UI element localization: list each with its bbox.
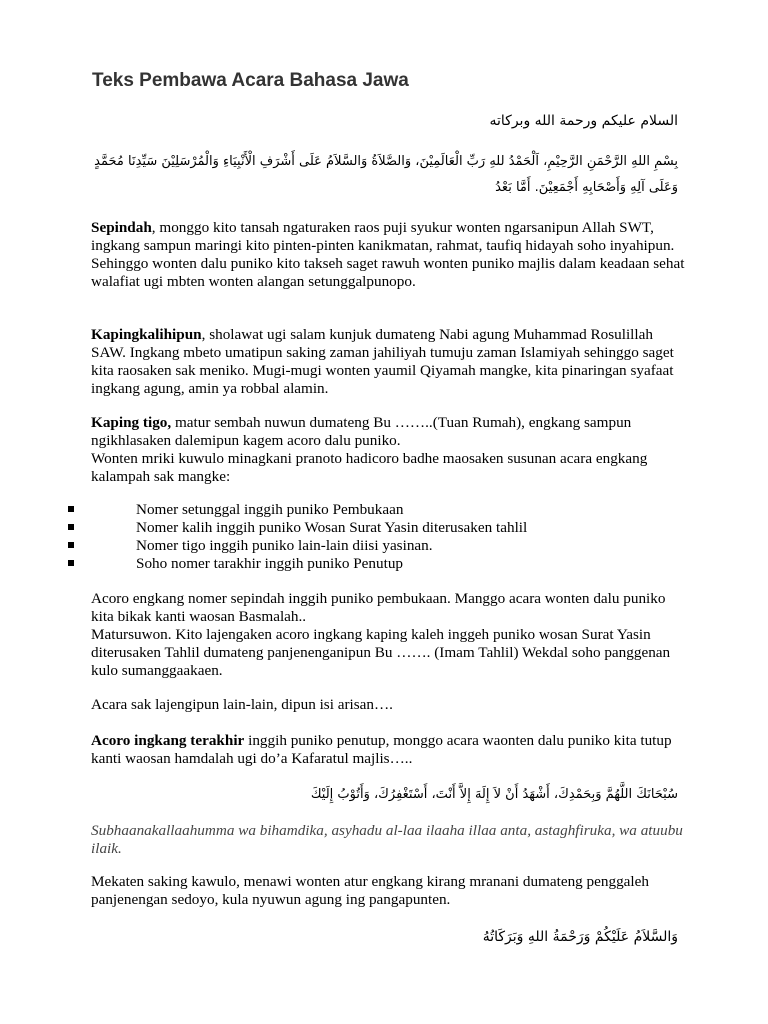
paragraph-closing: Mekaten saking kawulo, menawi wonten atur engkang kirang mranani dumateng penggaleh panjenengan sedoyo, kula nyuwun agung ing pangapunten. xyxy=(91,873,649,908)
paragraph-text-2: Wonten mriki kuwulo minagkani pranoto hadicoro badhe maosaken susunan acara engkang kalampah sak mangke: xyxy=(91,450,648,485)
paragraph-text: inggih puniko penutup, monggo acara waonten dalu puniko kita tutup kanti waosan hamdalah ugi do’a Kafaratul majlis….. xyxy=(91,732,672,767)
bullet-icon xyxy=(68,560,74,566)
paragraph-lead: Acoro ingkang terakhir xyxy=(91,732,245,749)
arabic-kafarat: سُبْحَانَكَ اللَّهُمَّ وَبِحَمْدِكَ، أَشْهَدُ أَنْ لاَ إِلَهَ إِلاَّ أَنْتَ، أَسْتَغْفِرُكَ، وَأَتُوْبُ إِلَيْكَ xyxy=(310,787,678,802)
arabic-opening-line1: بِسْمِ اللهِ الرَّحْمَنِ الرَّحِيْمِ، اَلْحَمْدُ للهِ رَبِّ الْعَالَمِيْنَ، وَالصَّلاَةُ وَالسَّلاَمُ عَلَى أَشْرَفِ الْأَنْبِيَاءِ وَالْمُرْسَلِيْنَ سَيِّدِنَا مُحَمَّدٍ xyxy=(94,154,678,169)
paragraph-lead: Kaping tigo, xyxy=(91,414,172,431)
paragraph-text: Acoro engkang nomer sepindah inggih puniko pembukaan. Manggo acara wonten dalu puniko kita bikak kanti waosan Basmalah.. xyxy=(91,590,666,625)
arabic-opening-line2: وَعَلَى آلِهِ وَأَصْحَابِهِ أَجْمَعِيْنَ. أَمَّا بَعْدُ xyxy=(495,180,678,195)
paragraph-acoro-terakhir xyxy=(91,732,691,768)
paragraph-lead: Kapingkalihipun xyxy=(91,326,202,343)
paragraph-acoro-sepindah xyxy=(91,590,691,680)
bullet-icon xyxy=(68,506,74,512)
paragraph-text-2: Matursuwon. Kito lajengaken acoro ingkang kaping kaleh inggeh puniko wosan Surat Yasin diterusaken Tahlil dumateng panjenenganipun Bu ……. (Imam Tahlil) Wekdal soho panggenan kulo sumanggaakaen. xyxy=(91,626,671,679)
salam-closing: وَالسَّلاَمُ عَلَيْكُمْ وَرَحْمَةُ اللهِ وَبَرَكَاتُهُ xyxy=(482,929,678,945)
paragraph-text: , sholawat ugi salam kunjuk dumateng Nabi agung Muhammad Rosulillah SAW. Ingkang mbeto umatipun saking zaman jahiliyah tumuju zaman Islamiyah sehinggo saget kita raosaken sak meniko. Mugi-mugi wonten yaumil Qiyamah mangke, kita pinaringan syafaat ingkang agung, amin ya robbal alamin. xyxy=(91,326,674,397)
paragraph-text: matur sembah nuwun dumateng Bu ……..(Tuan Rumah), engkang sampun ngikhlasaken dalemipun kagem acoro dalu puniko. xyxy=(91,414,632,449)
bullet-icon xyxy=(68,524,74,530)
salam-opening: السلام عليكم ورحمة الله وبركاته xyxy=(489,113,678,129)
paragraph-lead: Sepindah xyxy=(91,219,152,236)
paragraph-kaping-tigo xyxy=(91,414,691,486)
bullet-icon xyxy=(68,542,74,548)
paragraph-kapingkalihipun xyxy=(91,326,691,398)
paragraph-text: , monggo kito tansah ngaturaken raos puji syukur wonten ngarsanipun Allah SWT, ingkang sampun maringi kito pinten-pinten kanikmatan, rahmat, taufiq hidayah soho inyahipun. Sehinggo wonten dalu puniko kito takseh saget rawuh wonten puniko majlis dalam keadaan sehat walafiat ugi mbten wonten alangan setunggalpunopo. xyxy=(91,219,685,290)
paragraph-sepindah xyxy=(91,219,691,291)
latin-kafarat: Subhaanakallaahumma wa bihamdika, asyhadu al-laa ilaaha illaa anta, astaghfiruka, wa atuubu ilaik. xyxy=(91,822,683,857)
document-page: Teks Pembawa Acara Bahasa Jawa السلام عليكم ورحمة الله وبركاته بِسْمِ اللهِ الرَّحْمَنِ الرَّحِيْمِ، اَلْحَمْدُ للهِ رَبِّ الْعَالَمِيْنَ، وَالصَّلاَةُ وَالسَّلاَمُ عَلَى أَشْرَفِ الْأَنْبِيَاءِ وَالْمُرْسَلِيْنَ سَيِّدِنَا مُحَمَّدٍ وَعَلَى آلِهِ وَأَصْحَابِهِ أَجْمَعِيْنَ. أَمَّا بَعْدُ Sepindah, monggo kito tansah ngaturaken raos puji syukur wonten ngarsanipun Allah SWT, ingkang sampun maringi kito pinten-pinten kanikmatan, rahmat, taufiq hidayah soho inyahipun. Sehinggo wonten dalu puniko kito takseh saget rawuh wonten puniko majlis dalam keadaan sehat walafiat ugi mbten wonten alangan setunggalpunopo. Kapingkalihipun, sholawat ugi salam kunjuk dumateng Nabi agung Muhammad Rosulillah SAW. Ingkang mbeto umatipun saking zaman jahiliyah tumuju zaman Islamiyah sehinggo saget kita raosaken sak meniko. Mugi-mugi wonten yaumil Qiyamah mangke, kita pinaringan syafaat ingkang agung, amin ya robbal alamin. Kaping tigo, matur sembah nuwun dumateng Bu ……..(Tuan Rumah), engkang sampun ngikhlasaken dalemipun kagem acoro dalu puniko. Wonten mriki kuwulo minagkani pranoto hadicoro badhe maosaken susunan acara engkang kalampah sak mangke: Nomer setunggal inggih puniko Pembukaan Nomer kalih inggih puniko Wosan Surat Yasin diterusaken tahlil Nomer tigo inggih puniko lain-lain diisi yasinan. Soho nomer tarakhir inggih puniko Penutup Acoro engkang nomer sepindah inggih puniko pembukaan. Manggo acara wonten dalu puniko kita bikak kanti waosan Basmalah.. Matursuwon. Kito lajengaken acoro ingkang kaping kaleh inggeh puniko wosan Surat Yasin diterusaken Tahlil dumateng panjenenganipun Bu ……. (Imam Tahlil) Wekdal soho panggenan kulo sumanggaakaen. Acara sak lajengipun lain-lain, dipun isi arisan…. Acoro ingkang terakhir inggih puniko penutup, monggo acara waonten dalu puniko kita tutup kanti waosan hamdalah ugi do’a Kafaratul majlis….. سُبْحَانَكَ اللَّهُمَّ وَبِحَمْدِكَ، أَشْهَدُ أَنْ لاَ إِلَهَ إِلاَّ أَنْتَ، أَسْتَغْفِرُكَ، وَأَتُوْبُ إِلَيْكَ Subhaanakallaahumma wa bihamdika, asyhadu al-laa ilaaha illaa anta, astaghfiruka, wa atuubu ilaik. Mekaten saking kawulo, menawi wonten atur engkang kirang mranani dumateng penggaleh panjenengan sedoyo, kula nyuwun agung ing pangapunten. وَالسَّلاَمُ عَلَيْكُمْ وَرَحْمَةُ اللهِ وَبَرَكَاتُهُ xyxy=(0,0,768,1024)
paragraph-lain-lain: Acara sak lajengipun lain-lain, dipun isi arisan…. xyxy=(91,696,393,713)
document-title: Teks Pembawa Acara Bahasa Jawa xyxy=(92,70,409,91)
